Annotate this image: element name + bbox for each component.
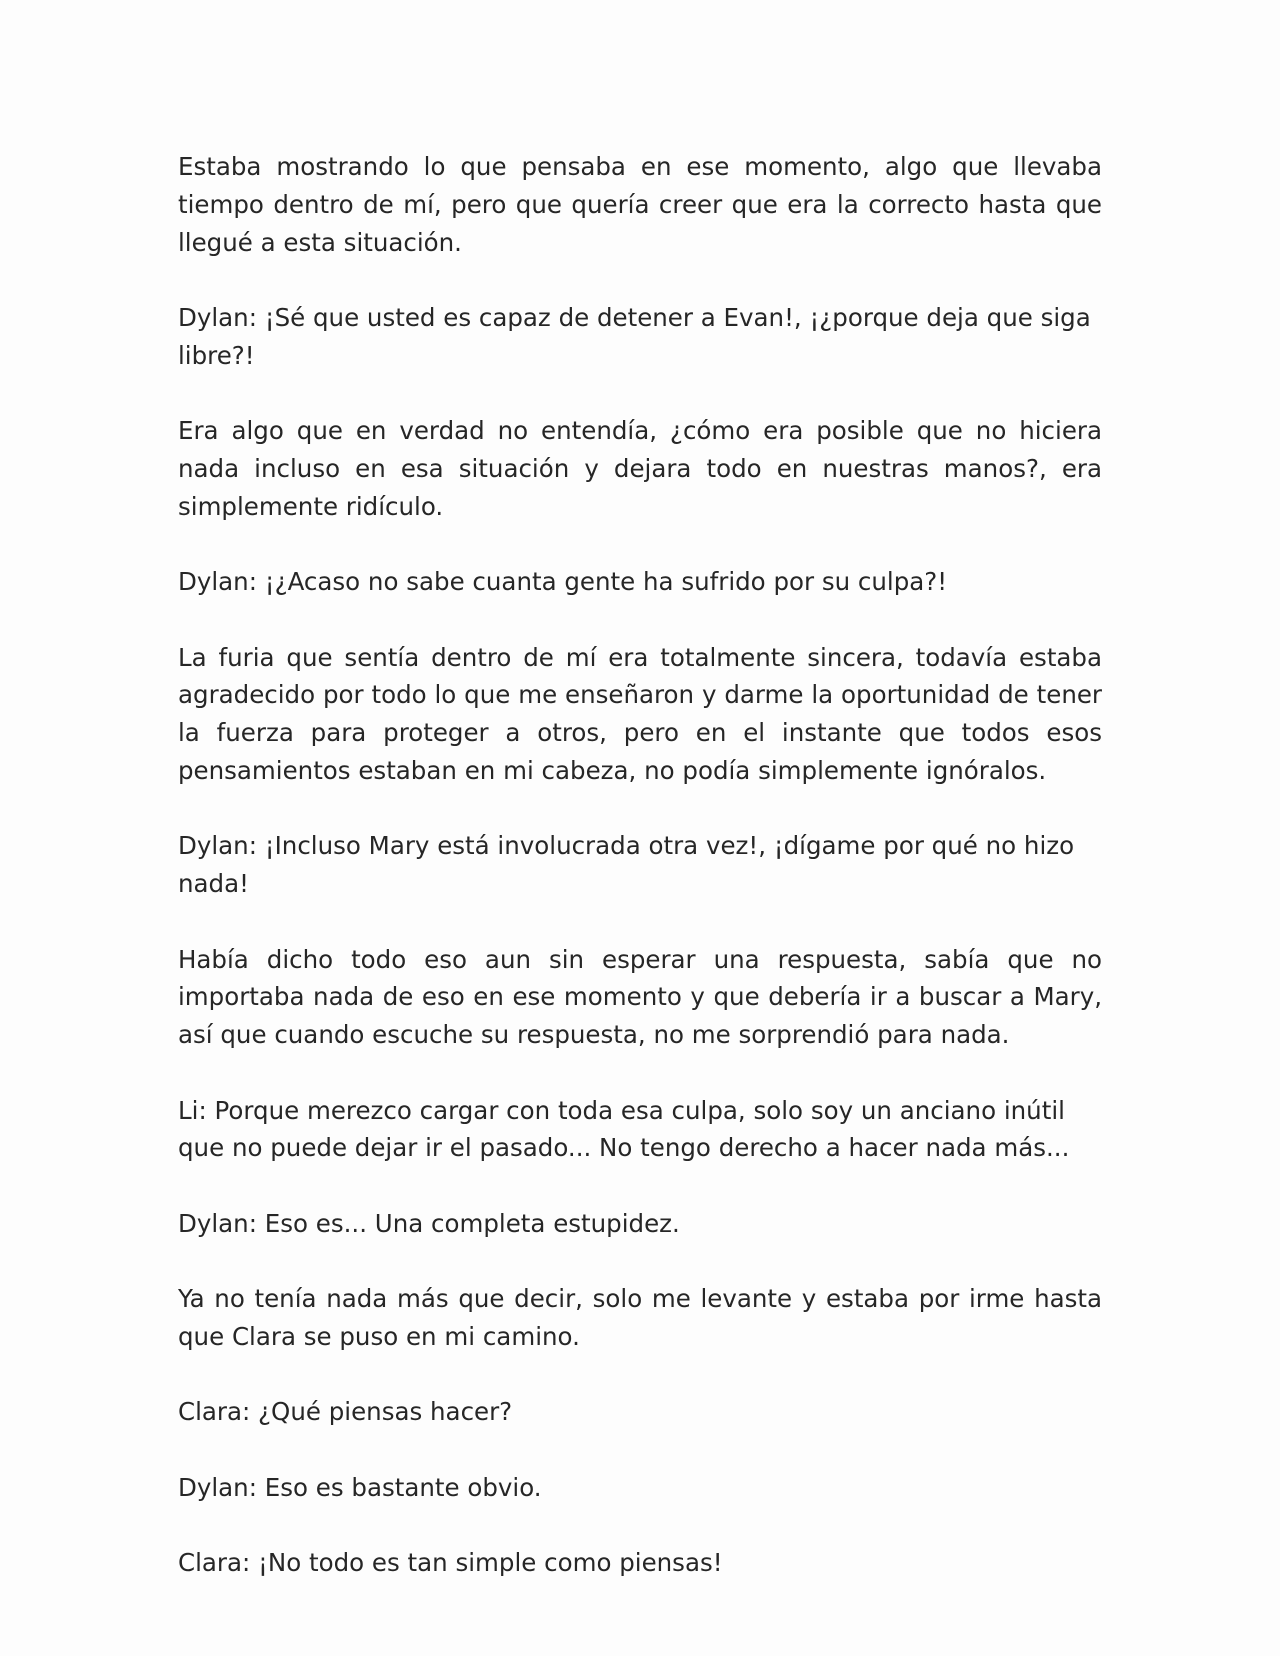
dialogue-line-clara: Clara: ¡No todo es tan simple como piensas! — [178, 1548, 723, 1578]
dialogue-line-clara: Clara: ¿Qué piensas hacer? — [178, 1397, 513, 1427]
dialogue-line-dylan: Dylan: ¡Incluso Mary está involucrada otra vez!, ¡dígame por qué no hizo nada! — [178, 831, 1075, 899]
narration-paragraph: Era algo que en verdad no entendía, ¿cómo era posible que no hiciera nada incluso en esa situación y dejara todo en nuestras manos?, era simplemente ridículo. — [178, 416, 1102, 521]
narration-paragraph: Ya no tenía nada más que decir, solo me levante y estaba por irme hasta que Clara se puso en mi camino. — [178, 1284, 1102, 1351]
dialogue-line-dylan: Dylan: ¡Sé que usted es capaz de detener a Evan!, ¡¿porque deja que siga libre?! — [178, 302, 1091, 370]
narration-paragraph: Estaba mostrando lo que pensaba en ese momento, algo que llevaba tiempo dentro de mí, pero que quería creer que era la correcto hasta que llegué a esta situación. — [178, 152, 1102, 257]
narration-paragraph: Había dicho todo eso aun sin esperar una respuesta, sabía que no importaba nada de eso en ese momento y que debería ir a buscar a Mary, así que cuando escuche su respuesta, no me sorprendió para nada. — [178, 944, 1102, 1050]
dialogue-line-li: Li: Porque merezco cargar con toda esa culpa, solo soy un anciano inútil que no puede dejar ir el pasado... No tengo derecho a hacer nada más... — [178, 1095, 1070, 1163]
dialogue-line-dylan: Dylan: Eso es bastante obvio. — [178, 1472, 542, 1502]
dialogue-line-dylan: Dylan: ¡¿Acaso no sabe cuanta gente ha sufrido por su culpa?! — [178, 567, 948, 597]
dialogue-line-dylan: Dylan: Eso es... Una completa estupidez. — [178, 1208, 680, 1238]
document-page — [178, 148, 1102, 1619]
narration-paragraph: La furia que sentía dentro de mí era totalmente sincera, todavía estaba agradecido por todo lo que me enseñaron y darme la oportunidad de tener la fuerza para proteger a otros, pero en el instante que todos esos pensamientos estaban en mi cabeza, no podía simplemente ignóralos. — [178, 642, 1102, 785]
